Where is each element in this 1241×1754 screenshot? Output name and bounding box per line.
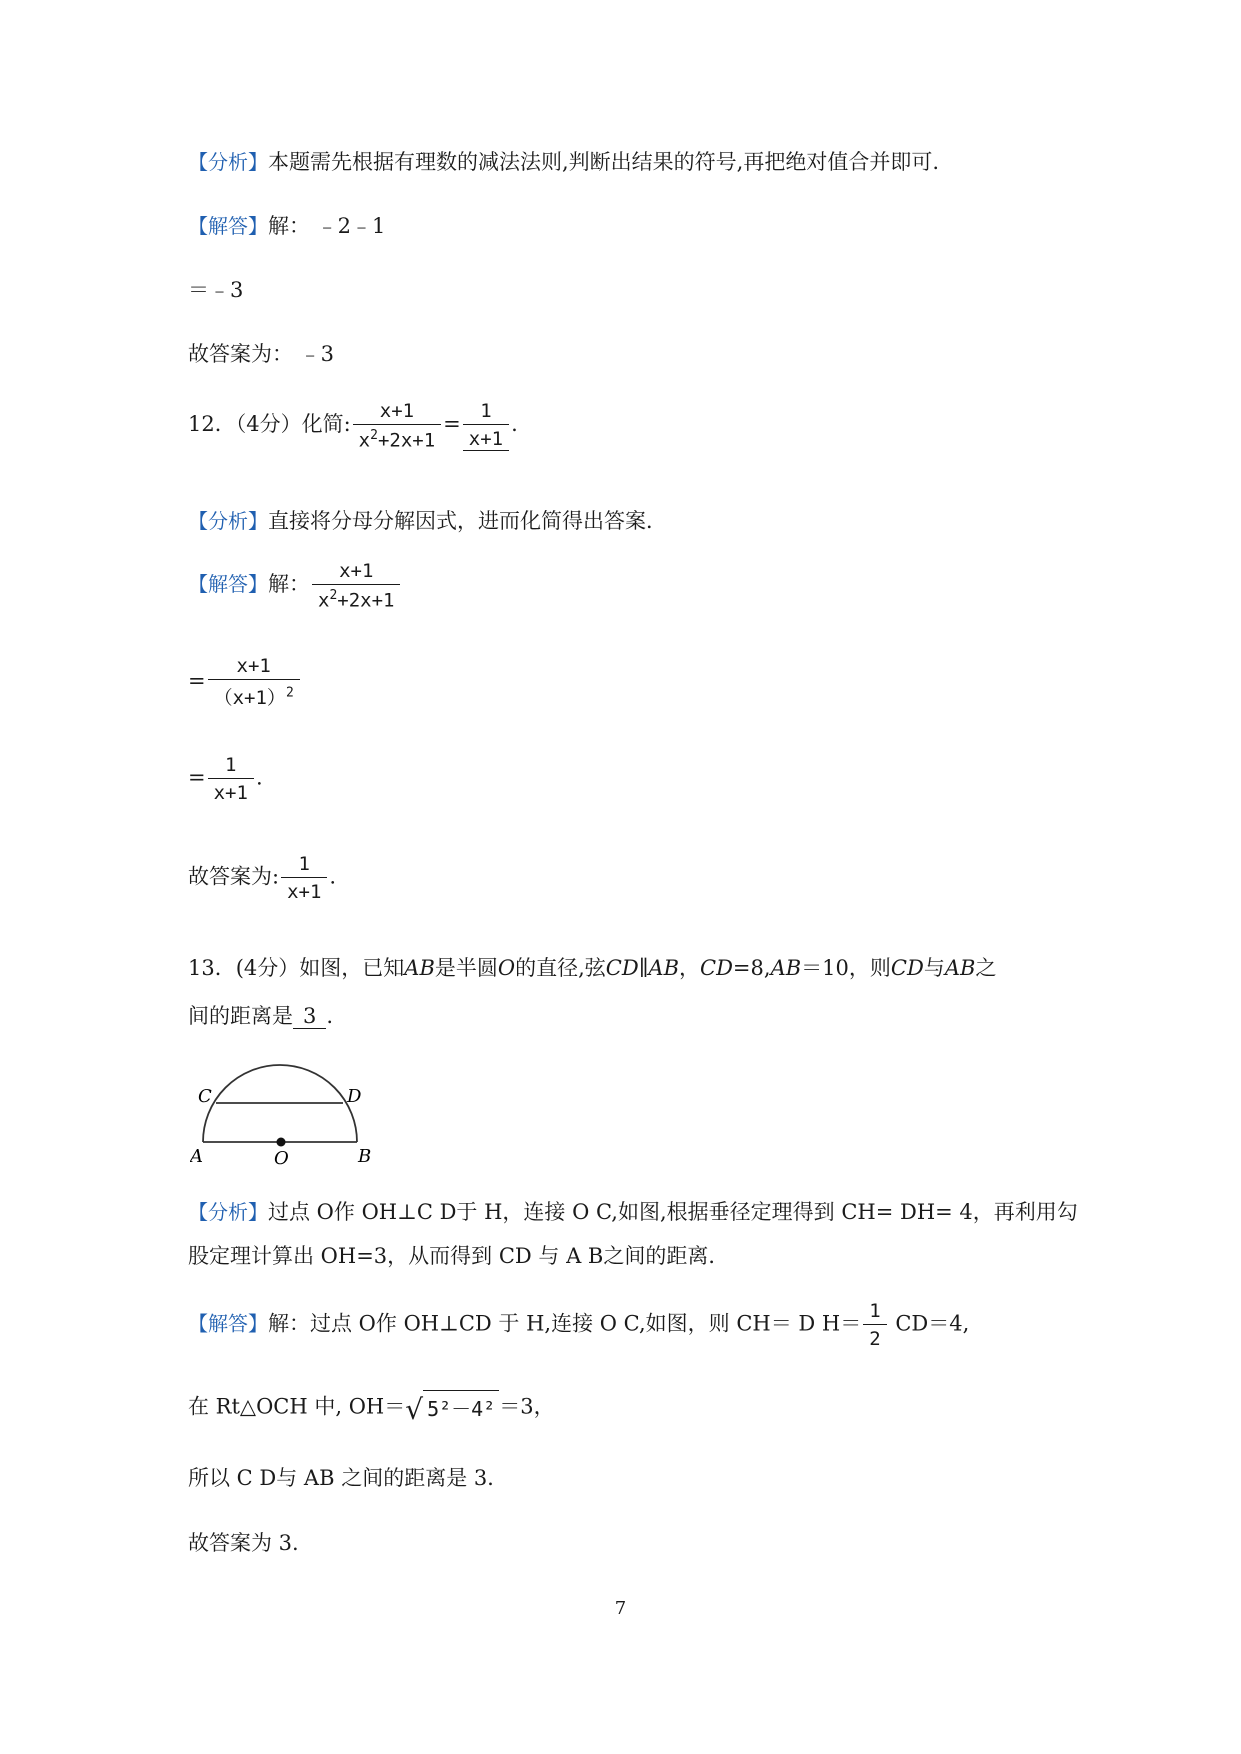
fraction-numerator: 1 xyxy=(208,754,254,779)
q13-text: 13．(4分）如图，已知 xyxy=(188,956,405,980)
analysis-tag: 【分析】 xyxy=(188,150,268,174)
den-rest: +2x+1 xyxy=(337,589,395,612)
answer-line-3 xyxy=(188,1527,299,1557)
square-root xyxy=(405,1390,499,1426)
fraction-denominator xyxy=(208,680,300,710)
fraction xyxy=(208,754,254,804)
period: . xyxy=(326,1004,334,1028)
solution-line-5 xyxy=(188,1462,508,1492)
solution-line-4 xyxy=(188,1390,555,1426)
den-base: x xyxy=(318,589,330,612)
solution-tag: 【解答】 xyxy=(188,1311,268,1336)
q13-text: ∥ xyxy=(638,956,649,980)
period: . xyxy=(255,765,263,790)
center-point-o xyxy=(277,1138,286,1147)
solution-text: 在 Rt△OCH 中, OH＝ xyxy=(188,1394,406,1419)
label-o: O xyxy=(274,1148,289,1165)
page-number: 7 xyxy=(614,1598,627,1619)
fraction-half xyxy=(863,1300,886,1350)
fraction xyxy=(281,853,327,903)
answer-text: 故答案为： ﹣3 xyxy=(188,342,335,366)
answer-text: 故答案为: xyxy=(188,864,280,889)
answer-text: 故答案为 3. xyxy=(188,1531,299,1555)
question-12-prefix: 12．（4分）化简: xyxy=(188,412,351,437)
fraction-denominator xyxy=(353,425,441,451)
q13-var: CD xyxy=(605,956,639,980)
q13-text: ， xyxy=(679,956,701,980)
fraction-denominator xyxy=(312,585,400,611)
den-exponent: 2 xyxy=(285,685,294,701)
q13-var: AB xyxy=(770,956,802,980)
solution-step-3 xyxy=(188,754,263,804)
equals-sign: = xyxy=(188,669,206,693)
analysis-line-3 xyxy=(188,1196,1078,1226)
question-13-line-1 xyxy=(188,952,996,982)
question-13-line-2 xyxy=(188,1000,333,1030)
solution-tag: 【解答】 xyxy=(188,214,268,238)
fraction xyxy=(353,400,441,451)
solution-text: 解： xyxy=(268,572,310,597)
step-text: ＝﹣3 xyxy=(188,278,244,302)
label-a: A xyxy=(190,1146,203,1165)
den-rest: +2x+1 xyxy=(377,429,436,452)
analysis-line-2 xyxy=(188,505,667,535)
equals-sign: = xyxy=(443,412,461,437)
fraction-denominator: x+1 xyxy=(468,428,504,451)
q13-var: O xyxy=(497,956,516,980)
fraction-numerator: x+1 xyxy=(312,560,400,585)
solution-line-3 xyxy=(188,1300,969,1350)
analysis-text: 股定理计算出 OH=3，从而得到 CD 与 A B之间的距离． xyxy=(188,1244,730,1268)
solution-tag: 【解答】 xyxy=(188,572,268,597)
label-d: D xyxy=(347,1086,362,1107)
label-b: B xyxy=(358,1146,372,1165)
den-exponent: 2 xyxy=(370,428,378,443)
q13-var: AB xyxy=(944,956,976,980)
fraction-numerator: 1 xyxy=(281,853,327,878)
equals-sign: = xyxy=(188,765,206,790)
fraction-denominator: x+1 xyxy=(287,881,322,903)
q13-var: AB xyxy=(404,956,435,980)
question-12 xyxy=(188,400,518,451)
answer-line-2 xyxy=(188,853,336,903)
solution-text: ＝3， xyxy=(499,1394,555,1419)
solution-text: 解：过点 O作 OH⊥CD 于 H,连接 O C,如图，则 CH＝ D H＝ xyxy=(268,1311,862,1336)
fraction-denominator: 2 xyxy=(869,1328,881,1350)
analysis-text: 本题需先根据有理数的减法法则,判断出结果的符号,再把绝对值合并即可. xyxy=(268,150,940,174)
period: . xyxy=(329,864,337,889)
label-c: C xyxy=(198,1086,212,1107)
q13-text: =8, xyxy=(732,956,771,980)
fraction xyxy=(208,655,300,710)
q13-text: 之 xyxy=(975,956,997,980)
answer-blank: 3 xyxy=(293,1004,326,1029)
solution-line-2 xyxy=(188,560,402,611)
q13-var: CD xyxy=(890,956,924,980)
solution-text: 解： ﹣2﹣1 xyxy=(268,214,386,238)
den-base: （x+1） xyxy=(213,687,286,709)
analysis-text: 直接将分母分解因式，进而化简得出答案． xyxy=(268,509,667,533)
analysis-tag: 【分析】 xyxy=(188,509,268,533)
solution-text: CD＝4, xyxy=(888,1311,970,1336)
q13-text: 的直径,弦 xyxy=(515,956,606,980)
radicand: 5²－4² xyxy=(423,1390,499,1422)
q13-var: CD xyxy=(700,956,733,980)
den-base: x xyxy=(358,429,371,452)
fraction-numerator: x+1 xyxy=(208,655,300,680)
answer-fraction xyxy=(463,400,509,451)
solution-line-1 xyxy=(188,210,385,240)
fraction-numerator: x+1 xyxy=(353,400,441,425)
q13-var: AB xyxy=(648,956,680,980)
den-exponent: 2 xyxy=(329,588,338,603)
solution-step-2 xyxy=(188,655,302,710)
solution-text: 所以 C D与 AB 之间的距离是 3． xyxy=(188,1466,509,1490)
fraction-numerator: 1 xyxy=(863,1300,886,1325)
fraction-numerator: 1 xyxy=(463,400,509,425)
period: . xyxy=(511,412,518,437)
analysis-text: 过点 O作 OH⊥C D于 H，连接 O C,如图,根据垂径定理得到 CH= DH= 4，再利用勾 xyxy=(268,1200,1078,1224)
answer-line xyxy=(188,338,334,368)
q13-text: 与 xyxy=(923,956,945,980)
q13-text: ＝10，则 xyxy=(801,956,891,980)
semicircle-figure xyxy=(190,1060,390,1165)
fraction-denominator: x+1 xyxy=(213,782,248,804)
analysis-tag: 【分析】 xyxy=(188,1200,268,1224)
fraction xyxy=(312,560,400,611)
analysis-line-1 xyxy=(188,146,939,176)
analysis-line-3b xyxy=(188,1240,729,1270)
radical-icon: √ xyxy=(405,1393,424,1426)
q13-text: 是半圆 xyxy=(434,956,498,980)
solution-step xyxy=(188,274,243,304)
q13-text: 间的距离是 xyxy=(188,1004,293,1028)
